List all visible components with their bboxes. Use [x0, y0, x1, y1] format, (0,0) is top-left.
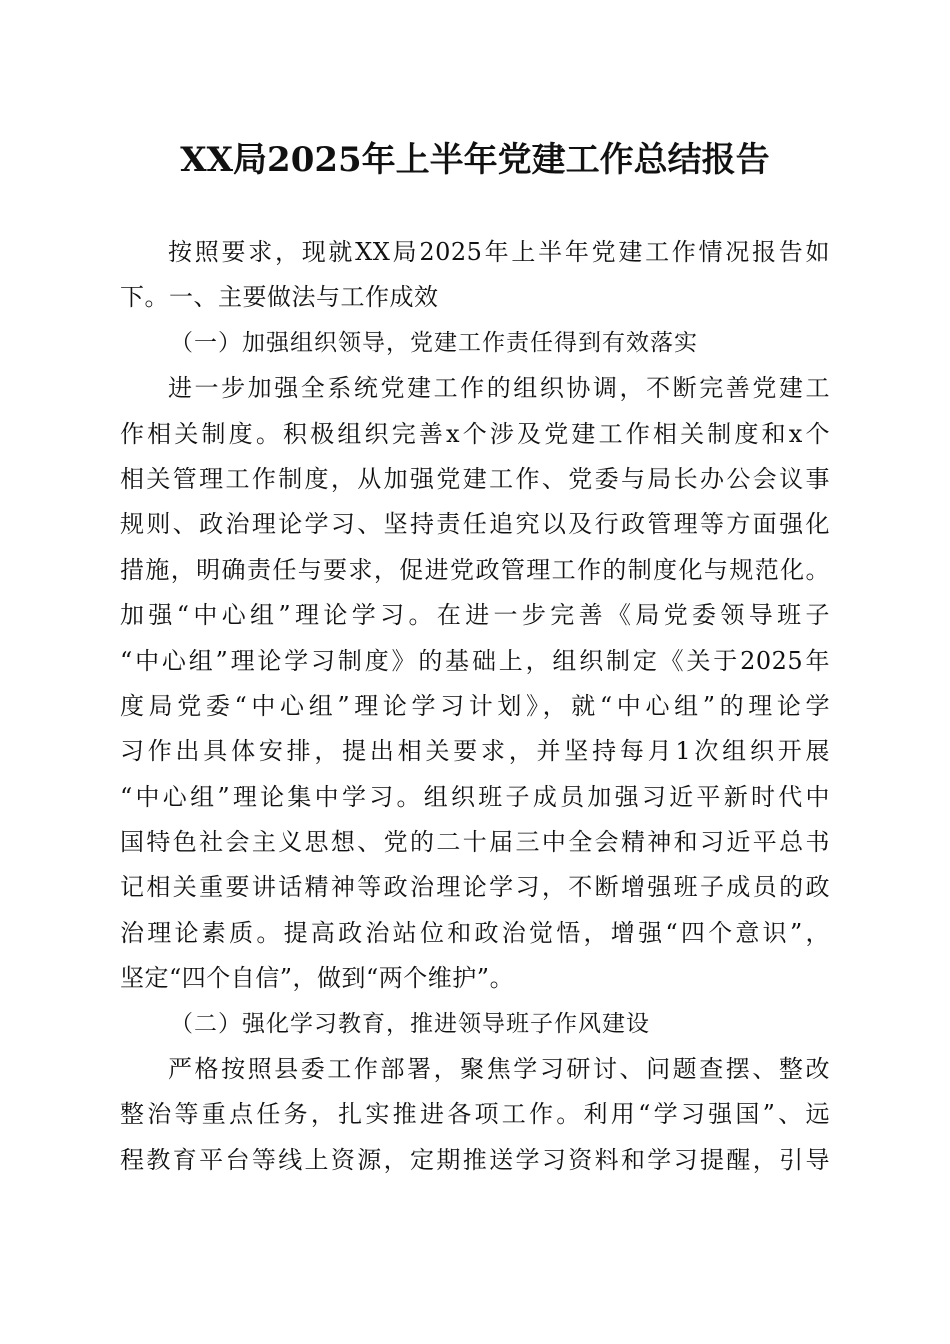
- text-line: “中心组”理论集中学习。组织班子成员加强习近平新时代中: [120, 782, 830, 811]
- text-line: 度局党委“中心组”理论学习计划》，就“中心组”的理论学: [120, 691, 830, 720]
- text-line: 相关管理工作制度，从加强党建工作、党委与局长办公会议事: [120, 464, 830, 493]
- document-body: [120, 230, 830, 1183]
- text-line: 整治等重点任务，扎实推进各项工作。利用“学习强国”、远: [120, 1100, 830, 1129]
- text-line: “中心组”理论学习制度》的基础上，组织制定《关于2025年: [120, 646, 830, 675]
- text-line: 国特色社会主义思想、党的二十届三中全会精神和习近平总书: [120, 828, 830, 857]
- text-line: 进一步加强全系统党建工作的组织协调，不断完善党建工: [168, 374, 830, 403]
- text-line: 坚定“四个自信”，做到“两个维护”。: [120, 964, 515, 993]
- text-line: 记相关重要讲话精神等政治理论学习，不断增强班子成员的政: [120, 873, 830, 902]
- section-heading: （一）加强组织领导，党建工作责任得到有效落实: [170, 329, 698, 356]
- text-line: 程教育平台等线上资源，定期推送学习资料和学习提醒，引导: [120, 1145, 830, 1174]
- text-line: 措施，明确责任与要求，促进党政管理工作的制度化与规范化。: [120, 555, 830, 584]
- text-line: 作相关制度。积极组织完善x个涉及党建工作相关制度和x个: [120, 419, 830, 448]
- text-line: 严格按照县委工作部署，聚焦学习研讨、问题查摆、整改: [168, 1055, 830, 1084]
- document-title: XX局2025年上半年党建工作总结报告: [180, 140, 770, 180]
- section-heading: （二）强化学习教育，推进领导班子作风建设: [170, 1010, 650, 1037]
- text-line: 下。一、主要做法与工作成效: [120, 283, 439, 312]
- text-line: 按照要求，现就XX局2025年上半年党建工作情况报告如: [168, 238, 830, 266]
- text-line: 治理论素质。提高政治站位和政治觉悟，增强“四个意识”，: [120, 918, 830, 947]
- text-line: 规则、政治理论学习、坚持责任追究以及行政管理等方面强化: [120, 510, 830, 539]
- text-line: 习作出具体安排，提出相关要求，并坚持每月1次组织开展: [120, 737, 830, 766]
- text-line: 加强“中心组”理论学习。在进一步完善《局党委领导班子: [120, 601, 830, 630]
